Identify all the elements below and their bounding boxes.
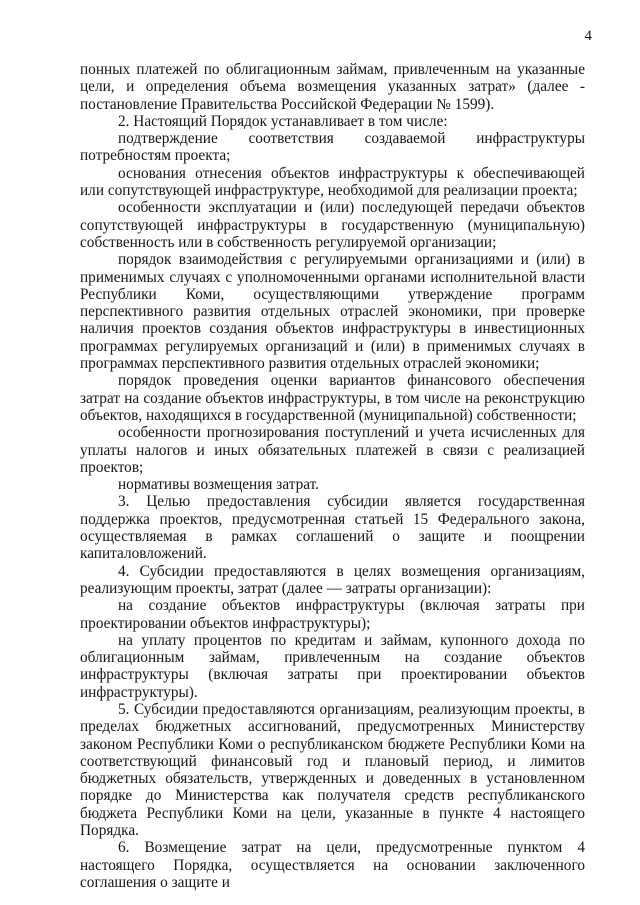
paragraph-infrastructure-costs: на создание объектов инфраструктуры (включая затраты при проектировании объектов инфраструктуры);: [80, 597, 585, 632]
paragraph-reimbursement-norms: нормативы возмещения затрат.: [118, 476, 319, 494]
paragraph-interaction-procedure: порядок взаимодействия с регулируемыми организациями и (или) в применимых случаях с уполномоченными органами исполнительной власти Республики Коми, осуществляющими утверждение программ перспективного развития отдельных отраслей экономики, при проверке наличия проектов создания объектов инфраструктуры в инвестиционных программах регулируемых организаций и (или) в применимых случаях в программах перспективного развития отдельных отраслей экономики;: [80, 251, 585, 373]
page-number: 4: [584, 28, 592, 44]
paragraph-item-2: 2. Настоящий Порядок устанавливает в том числе:: [118, 112, 448, 130]
paragraph-item-5: 5. Субсидии предоставляются организациям, реализующим проекты, в пределах бюджетных ассигнований, предусмотренных Министерству законом Республики Коми о республиканском бюджете Республики Коми на соответствующий финансовый год и плановый период, и лимитов бюджетных обязательств, утвержденных и доведенных в установленном порядке до Министерства как получателя средств республиканского бюджета Республики Коми на цели, указанные в пункте 4 настоящего Порядка.: [80, 700, 585, 840]
paragraph-requirement-confirmation: подтверждение соответствия создаваемой инфраструктуры потребностям проекта;: [80, 130, 585, 165]
paragraph-interest-costs: на уплату процентов по кредитам и займам, купонного дохода по облигационным займам, привлеченным на создание объектов инфраструктуры (включая затраты при проектировании объектов инфраструктуры).: [80, 631, 585, 701]
paragraph-continuation: понных платежей по облигационным займам, привлеченным на указанные цели, и определения объема возмещения указанных затрат» (далее - постановление Правительства Российской Федерации № 1599).: [80, 61, 585, 113]
paragraph-tax-forecasting: особенности прогнозирования поступлений и учета исчисленных для уплаты налогов и иных обязательных платежей в связи с реализацией проектов;: [80, 424, 585, 476]
paragraph-operation-features: особенности эксплуатации и (или) последующей передачи объектов сопутствующей инфраструктуры в государственную (муниципальную) собственность или в собственность регулируемой организации;: [80, 199, 585, 251]
paragraph-financing-assessment: порядок проведения оценки вариантов финансового обеспечения затрат на создание объектов инфраструктуры, в том числе на реконструкцию объектов, находящихся в государственной (муниципальной) собственности;: [80, 372, 585, 424]
paragraph-classification-grounds: основания отнесения объектов инфраструктуры к обеспечивающей или сопутствующей инфраструктуре, необходимой для реализации проекта;: [80, 164, 585, 200]
paragraph-item-4: 4. Субсидии предоставляются в целях возмещения организациям, реализующим проекты, затрат (далее — затраты организации):: [80, 562, 585, 597]
document-body: [80, 61, 585, 891]
paragraph-item-3: 3. Целью предоставления субсидии является государственная поддержка проектов, предусмотренная статьей 15 Федерального закона, осуществляемая в рамках соглашений о защите и поощрении капиталовложений.: [80, 493, 585, 563]
paragraph-item-6: 6. Возмещение затрат на цели, предусмотренные пунктом 4 настоящего Порядка, осуществляется на основании заключенного соглашения о защите и: [80, 839, 585, 891]
